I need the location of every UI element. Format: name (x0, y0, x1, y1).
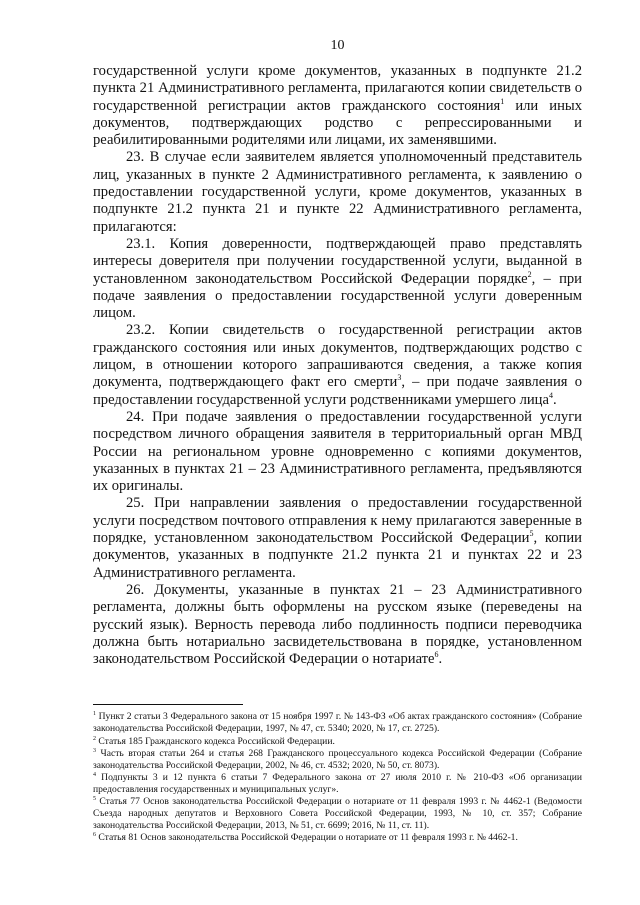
paragraph-intro: государственной услуги кроме документов, указанных в подпункте 21.2 пункта 21 Административного регламента, прилагаются копии свидетельств о государственной регистрации актов гражданского состояния$^1$ или иных документов, подтверждающих родство с репрессированными и реабилитированными родителями или лицами, их заменявшими. (93, 63, 583, 149)
paragraph-24: 24. При подаче заявления о предоставлении государственной услуги посредством личного обращения заявителя в территориальный орган МВД России на региональном уровне одновременно с копиями документов, указанных в пунктах 21 – 23 Административного регламента, предъявляются их оригиналы. (93, 408, 582, 495)
page-number: 10 (330, 38, 345, 53)
body-text (93, 63, 582, 668)
footnote-5: $^5$ Статья 77 Основ законодательства Российской Федерации о нотариате от 11 февраля 1993 г. № 4462-1 (Ведомости Съезда народных депутатов и Верховного Совета Российской Федерации, 1993, № 10, ст. 357; Собрание законодательства Российской Федерации, 2013, № 51, ст. 6699; 2016, № 11, ст. 11). (93, 795, 582, 832)
footnote-2: $^2$ Статья 185 Гражданского кодекса Российской Федерации. (93, 735, 335, 747)
footnote-1: $^1$ Пункт 2 статьи 3 Федерального закона от 15 ноября 1997 г. № 143-ФЗ «Об актах гражданского состояния» (Собрание законодательства Российской Федерации, 1997, № 47, ст. 5340; 2020, № 17, ст. 2725). (93, 711, 582, 735)
paragraph-25: 25. При направлении заявления о предоставлении государственной услуги посредством почтового отправления к нему прилагаются заверенные в порядке, установленном законодательством Российской Федерации$^5$, копии документов, указанных в подпункте 21.2 пункта 21 и пунктах 22 и 23 Административного регламента. (93, 495, 582, 581)
footnote-ref-1[interactable]: 1 (500, 96, 505, 106)
footnote-divider (93, 704, 243, 705)
footnote-ref-3[interactable]: 3 (397, 373, 402, 383)
paragraph-23-2: 23.2. Копии свидетельств о государственной регистрации актов гражданского состояния или иных документов, подтверждающих родство с лицом, в отношении которого запрашиваются сведения, а также копия документа, подтверждающего факт его смерти$^3$, – при подаче заявления о предоставлении государственной услуги родственниками умершего лица$^4$. (93, 322, 583, 408)
footnote-6: $^6$ Статья 81 Основ законодательства Российской Федерации о нотариате от 11 февраля 1993 г. № 4462-1. (93, 832, 518, 844)
paragraph-23-1: 23.1. Копия доверенности, подтверждающей право представлять интересы доверителя при получении государственной услуги, выданной в установленном законодательством Российской Федерации порядке$^2$, – при подаче заявления о предоставлении государственной услуги доверенным лицом. (93, 235, 582, 322)
footnote-ref-2[interactable]: 2 (527, 269, 532, 279)
paragraph-23: 23. В случае если заявителем является уполномоченный представитель лиц, указанных в пункте 2 Административного регламента, к заявлению о предоставлении государственной услуги, кроме документов, указанных в подпункте 21.2 пункта 21 и пункте 22 Административного регламента, прилагаются: (93, 149, 582, 235)
footnote-3: $^3$ Часть вторая статьи 264 и статья 268 Гражданского процессуального кодекса Российской Федерации (Собрание законодательства Российской Федерации, 2002, № 46, ст. 4532; 2020, № 50, ст. 8073). (93, 747, 582, 771)
footnote-ref-5[interactable]: 5 (529, 529, 534, 539)
footnote-4: $^4$ Подпункты 3 и 12 пункта 6 статьи 7 Федерального закона от 27 июля 2010 г. № 210-ФЗ «Об организации предоставления государственных и муниципальных услуг». (93, 771, 582, 795)
footnote-ref-4[interactable]: 4 (548, 390, 553, 400)
footnotes (93, 711, 582, 844)
paragraph-26: 26. Документы, указанные в пунктах 21 – 23 Административного регламента, должны быть оформлены на русском языке (переведены на русский язык). Верность перевода либо подлинность подписи переводчика должна быть нотариально засвидетельствована в порядке, установленном законодательством Российской Федерации о нотариате$^6$. (93, 581, 582, 668)
footnote-ref-6[interactable]: 6 (434, 650, 439, 660)
